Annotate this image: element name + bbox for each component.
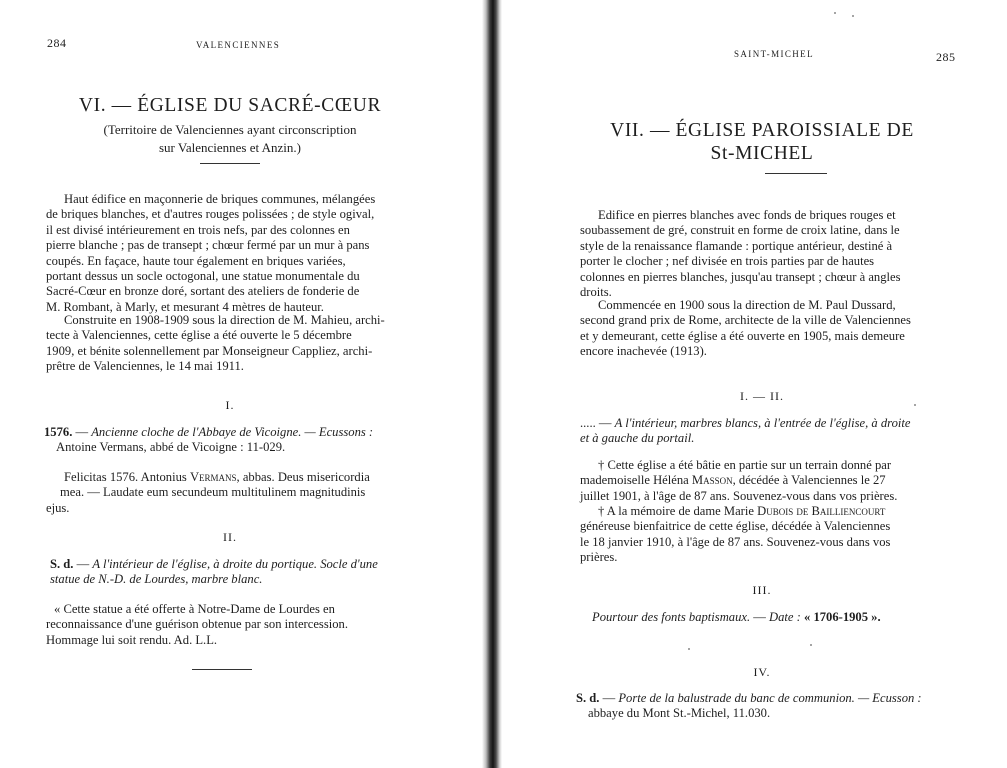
text-line: second grand prix de Rome, architecte de la ville de Valenciennes	[580, 313, 911, 328]
text-line: reconnaissance d'une guérison obtenue par son intercession.	[46, 617, 348, 632]
chapter-title-right-line2: St-MICHEL	[710, 143, 814, 164]
text-line: statue de N.-D. de Lourdes, marbre blanc.	[50, 572, 263, 587]
description-left	[46, 192, 419, 315]
fonts-entry: Pourtour des fonts baptismaux. — Date : « 1706-1905 ».	[592, 610, 881, 624]
subtitle-line2: sur Valenciennes et Anzin.)	[159, 140, 301, 155]
memorial-dubois	[580, 504, 950, 566]
marbles-entry	[580, 416, 950, 447]
scan-speck	[688, 648, 690, 650]
page-number-left: 284	[47, 36, 67, 50]
text-line: ejus.	[46, 500, 70, 515]
text-line: mea. — Laudate eum secundeum multitulinem magnitudinis	[60, 485, 366, 500]
title-rule-right	[765, 173, 827, 174]
text-line: soubassement de gré, construit en forme de croix latine, dans le	[580, 223, 900, 238]
text-line: abbaye du Mont St.-Michel, 11.030.	[588, 706, 771, 721]
running-head-right: SAINT-MICHEL	[734, 49, 814, 59]
text-line: Construite en 1908-1909 sous la direction de M. Mahieu, archi-	[64, 313, 385, 327]
text-line: S. d. — A l'intérieur de l'église, à droite du portique. Socle d'une	[50, 557, 378, 571]
title-rule-left	[200, 163, 260, 164]
right-page	[522, 0, 1007, 768]
text-line: S. d. — Porte de la balustrade du banc de communion. — Ecusson :	[576, 691, 922, 705]
text-line: il est divisé intérieurement en trois nefs, par des colonnes en	[46, 222, 350, 237]
text-line: et y demeurant, cette église a été ouverte en 1905, mais demeure	[580, 328, 905, 343]
scan-speck	[852, 15, 854, 17]
text-line: Commencée en 1900 sous la direction de M. Paul Dussard,	[598, 298, 896, 312]
text-line: coupés. En façace, haute tour également en briques variées,	[46, 253, 346, 268]
door-entry	[576, 691, 951, 722]
text-line: style de la renaissance flamande : portique antérieur, destiné à	[580, 238, 893, 253]
text-line: Sacré-Cœur en bronze doré, sortant des ateliers de fonderie de	[46, 284, 360, 299]
history-right	[580, 298, 950, 360]
text-line: pierre blanche ; pas de transept ; chœur fermé par un mur à pans	[46, 238, 370, 253]
scan-speck	[810, 644, 812, 646]
memorial-masson	[580, 458, 950, 504]
running-head-left: VALENCIENNES	[196, 40, 281, 50]
text-line: Felicitas 1576. Antonius Vermans, abbas. Deus misericordia	[64, 470, 370, 484]
chapter-title-left: VI. — ÉGLISE DU SACRÉ-CŒUR	[78, 95, 382, 116]
description-right	[580, 208, 950, 300]
chapter-title-right-line1: VII. — ÉGLISE PAROISSIALE DE	[610, 120, 914, 141]
text-line: porter le clocher ; nef divisée en trois parties par de hautes	[580, 254, 875, 269]
text-line: prêtre de Valenciennes, le 14 mai 1911.	[46, 359, 244, 374]
text-line: M. Rombant, à Marly, et mesurant 4 mètres de hauteur.	[46, 299, 324, 314]
scan-speck	[914, 404, 916, 406]
text-line: le 18 janvier 1910, à l'âge de 87 ans. Souvenez-vous dans vos	[580, 534, 891, 549]
text-line: encore inachevée (1913).	[580, 344, 707, 359]
text-line: 1909, et bénite solennellement par Monseigneur Cappliez, archi-	[46, 343, 373, 358]
statue-entry	[50, 557, 420, 588]
text-line: prières.	[580, 550, 618, 565]
text-line: Edifice en pierres blanches avec fonds de briques rouges et	[598, 208, 896, 222]
section-heading-iv: IV.	[753, 665, 771, 679]
text-line: juillet 1901, à l'âge de 87 ans. Souvenez-vous dans vos prières.	[580, 488, 898, 503]
section-heading-i-ii: I. — II.	[740, 389, 784, 403]
text-line: † Cette église a été bâtie en partie sur un terrain donné par	[598, 458, 892, 472]
text-line: portant dessus un socle octogonal, une statue monumentale du	[46, 269, 360, 284]
end-rule-left	[192, 669, 252, 670]
text-line: mademoiselle Héléna Masson, décédée à Valenciennes le 27	[580, 473, 886, 488]
history-left	[46, 313, 419, 375]
text-line: « Cette statue a été offerte à Notre-Dame de Lourdes en	[54, 602, 335, 616]
section-heading-iii: III.	[752, 583, 772, 597]
text-line: droits.	[580, 285, 612, 300]
text-line: et à gauche du portail.	[580, 431, 695, 446]
text-line: tecte à Valenciennes, cette église a été ouverte le 5 décembre	[46, 328, 352, 343]
text-line: Antoine Vermans, abbé de Vicoigne : 11-029.	[56, 440, 286, 455]
text-line: Haut édifice en maçonnerie de briques communes, mélangées	[64, 192, 376, 206]
text-line: † A la mémoire de dame Marie Dubois de Bailliencourt	[598, 504, 886, 518]
section-heading-ii: II.	[223, 530, 237, 544]
text-line: colonnes en pierres blanches, jusqu'au transept ; chœur à angles	[580, 269, 901, 284]
statue-quote	[46, 602, 408, 648]
text-line: 1576. — Ancienne cloche de l'Abbaye de Vicoigne. — Ecussons :	[44, 425, 374, 439]
bell-entry	[44, 425, 419, 456]
text-line: généreuse bienfaitrice de cette église, décédée à Valenciennes	[580, 519, 891, 534]
inscription	[46, 470, 419, 516]
page-number-right: 285	[936, 50, 956, 64]
text-line: ..... — A l'intérieur, marbres blancs, à l'entrée de l'église, à droite	[580, 416, 911, 430]
book-gutter	[482, 0, 502, 768]
section-heading-i: I.	[225, 398, 235, 412]
text-line: Hommage lui soit rendu. Ad. L.L.	[46, 632, 218, 647]
scan-speck	[834, 12, 836, 14]
text-line: de briques blanches, et d'autres rouges polissées ; de style ogival,	[46, 207, 375, 222]
subtitle-line1: (Territoire de Valenciennes ayant circonscription	[103, 122, 357, 137]
left-page	[0, 0, 480, 768]
